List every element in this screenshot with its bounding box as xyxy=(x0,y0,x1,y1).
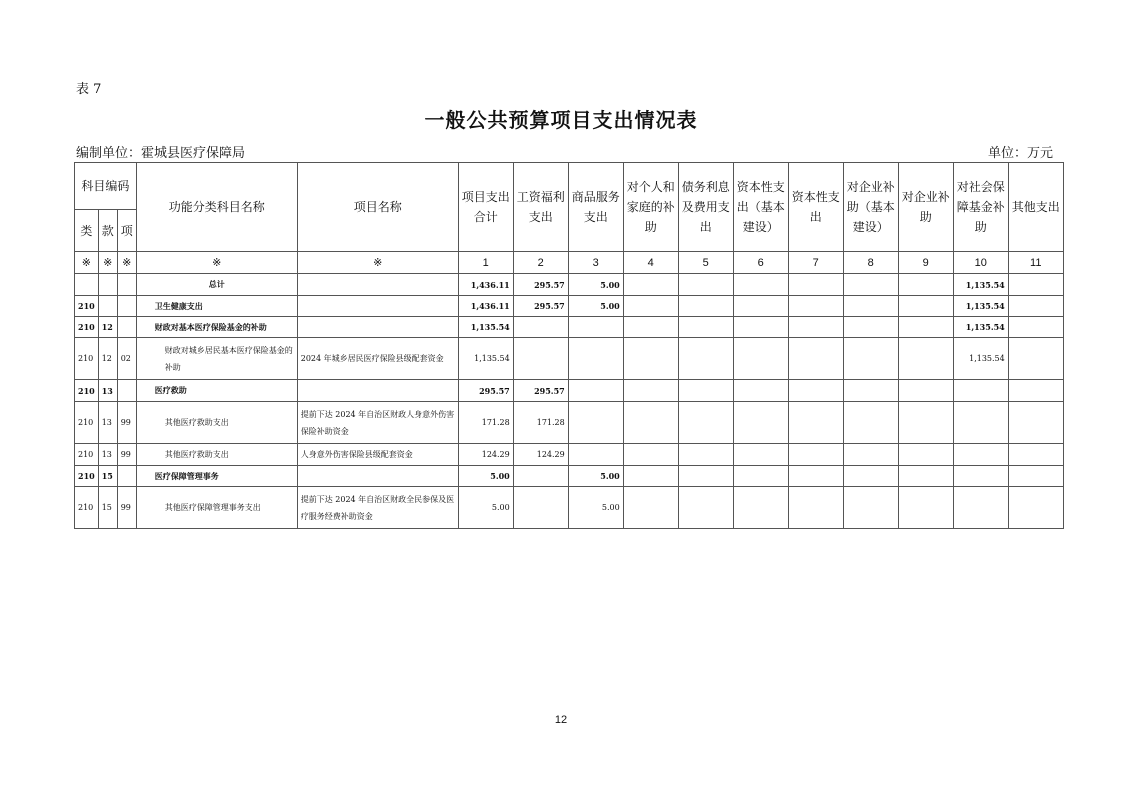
lei-header: 类 xyxy=(75,210,99,252)
value-cell xyxy=(843,296,898,317)
func-name-cell: 其他医疗救助支出 xyxy=(136,444,297,466)
value-cell: 5.00 xyxy=(458,487,513,529)
value-cell xyxy=(568,380,623,402)
value-cell xyxy=(678,444,733,466)
table-row xyxy=(75,402,1064,444)
kuan-cell: 12 xyxy=(98,338,117,380)
value-cell xyxy=(513,317,568,338)
col-header: 债务利息及费用支出 xyxy=(678,163,733,252)
project-cell: 提前下达 2024 年自治区财政全民参保及医疗服务经费补助资金 xyxy=(297,487,458,529)
func-name-cell: 卫生健康支出 xyxy=(136,296,297,317)
value-cell: 295.57 xyxy=(513,380,568,402)
table-row xyxy=(75,338,1064,380)
value-cell xyxy=(1008,466,1063,487)
project-cell xyxy=(297,274,458,296)
value-cell: 124.29 xyxy=(458,444,513,466)
xiang-header: 项 xyxy=(117,210,136,252)
value-cell xyxy=(623,380,678,402)
col-header: 工资福利支出 xyxy=(513,163,568,252)
lei-cell: 210 xyxy=(75,380,99,402)
table-row xyxy=(75,317,1064,338)
value-cell: 295.57 xyxy=(513,296,568,317)
index-num: 9 xyxy=(898,252,953,274)
kuan-cell: 13 xyxy=(98,402,117,444)
unit-row xyxy=(76,142,1053,161)
func-name-header: 功能分类科目名称 xyxy=(136,163,297,252)
value-cell xyxy=(1008,380,1063,402)
project-cell xyxy=(297,466,458,487)
value-cell xyxy=(513,466,568,487)
table-row xyxy=(75,380,1064,402)
project-cell xyxy=(297,296,458,317)
value-cell xyxy=(568,444,623,466)
value-cell: 1,135.54 xyxy=(458,317,513,338)
table-row xyxy=(75,487,1064,529)
value-cell xyxy=(733,466,788,487)
value-cell xyxy=(623,317,678,338)
col-header: 对个人和家庭的补助 xyxy=(623,163,678,252)
compiling-unit: 编制单位：霍城县医疗保障局 xyxy=(76,146,246,161)
value-cell: 1,135.54 xyxy=(953,317,1008,338)
value-cell xyxy=(788,338,843,380)
value-cell xyxy=(788,380,843,402)
xiang-cell xyxy=(117,274,136,296)
value-cell xyxy=(733,444,788,466)
value-cell: 5.00 xyxy=(568,274,623,296)
project-cell: 人身意外伤害保险县级配套资金 xyxy=(297,444,458,466)
value-cell xyxy=(898,402,953,444)
value-cell xyxy=(733,380,788,402)
value-cell xyxy=(788,444,843,466)
value-cell: 5.00 xyxy=(458,466,513,487)
value-cell xyxy=(623,444,678,466)
func-name-cell: 财政对基本医疗保险基金的补助 xyxy=(136,317,297,338)
lei-cell: 210 xyxy=(75,296,99,317)
value-cell xyxy=(1008,487,1063,529)
col-header: 资本性支出 xyxy=(788,163,843,252)
xiang-cell xyxy=(117,466,136,487)
value-cell xyxy=(678,317,733,338)
value-cell xyxy=(953,444,1008,466)
index-num: 2 xyxy=(513,252,568,274)
lei-cell: 210 xyxy=(75,466,99,487)
value-cell xyxy=(788,466,843,487)
value-cell xyxy=(953,487,1008,529)
value-cell xyxy=(898,444,953,466)
value-cell xyxy=(678,487,733,529)
code-group-header: 科目编码 xyxy=(75,163,137,210)
col-header: 对社会保障基金补助 xyxy=(953,163,1008,252)
value-cell: 5.00 xyxy=(568,296,623,317)
value-cell xyxy=(953,466,1008,487)
func-name-cell: 其他医疗救助支出 xyxy=(136,402,297,444)
value-cell: 1,135.54 xyxy=(953,296,1008,317)
value-cell: 1,436.11 xyxy=(458,274,513,296)
value-cell xyxy=(513,338,568,380)
value-cell xyxy=(568,317,623,338)
xiang-cell: 99 xyxy=(117,444,136,466)
value-cell xyxy=(898,380,953,402)
value-cell xyxy=(1008,338,1063,380)
value-cell xyxy=(1008,402,1063,444)
index-num: 11 xyxy=(1008,252,1063,274)
index-num: 1 xyxy=(458,252,513,274)
value-cell xyxy=(568,338,623,380)
value-cell xyxy=(953,380,1008,402)
index-num: 3 xyxy=(568,252,623,274)
value-cell: 1,135.54 xyxy=(953,338,1008,380)
table-row xyxy=(75,466,1064,487)
col-header: 项目支出合计 xyxy=(458,163,513,252)
value-cell xyxy=(953,402,1008,444)
value-cell xyxy=(623,402,678,444)
page-number: 12 xyxy=(554,714,568,726)
table-row xyxy=(75,274,1064,296)
index-num: 5 xyxy=(678,252,733,274)
project-cell xyxy=(297,317,458,338)
xiang-cell xyxy=(117,296,136,317)
kuan-cell: 13 xyxy=(98,380,117,402)
value-cell xyxy=(788,402,843,444)
lei-cell: 210 xyxy=(75,487,99,529)
index-mark: ※ xyxy=(297,252,458,274)
index-num: 7 xyxy=(788,252,843,274)
value-cell xyxy=(733,338,788,380)
value-cell xyxy=(843,317,898,338)
table-row xyxy=(75,296,1064,317)
index-row xyxy=(75,252,1064,274)
currency-unit: 单位：万元 xyxy=(987,146,1053,161)
value-cell xyxy=(568,402,623,444)
proj-name-header: 项目名称 xyxy=(297,163,458,252)
value-cell xyxy=(733,487,788,529)
value-cell xyxy=(788,274,843,296)
value-cell xyxy=(788,487,843,529)
value-cell xyxy=(513,487,568,529)
value-cell: 295.57 xyxy=(458,380,513,402)
value-cell xyxy=(1008,444,1063,466)
index-mark: ※ xyxy=(75,252,99,274)
value-cell xyxy=(623,274,678,296)
value-cell xyxy=(733,317,788,338)
value-cell: 1,436.11 xyxy=(458,296,513,317)
index-mark: ※ xyxy=(117,252,136,274)
value-cell xyxy=(678,380,733,402)
kuan-cell: 13 xyxy=(98,444,117,466)
value-cell xyxy=(623,466,678,487)
value-cell: 1,135.54 xyxy=(953,274,1008,296)
func-name-cell: 财政对城乡居民基本医疗保险基金的补助 xyxy=(136,338,297,380)
project-cell: 提前下达 2024 年自治区财政人身意外伤害保险补助资金 xyxy=(297,402,458,444)
header-row-1 xyxy=(75,163,1064,210)
value-cell xyxy=(788,296,843,317)
index-num: 4 xyxy=(623,252,678,274)
index-mark: ※ xyxy=(98,252,117,274)
value-cell xyxy=(788,317,843,338)
xiang-cell: 99 xyxy=(117,402,136,444)
func-name-cell: 总计 xyxy=(136,274,297,296)
lei-cell: 210 xyxy=(75,402,99,444)
col-header: 对企业补助（基本建设） xyxy=(843,163,898,252)
xiang-cell: 99 xyxy=(117,487,136,529)
value-cell xyxy=(843,487,898,529)
xiang-cell xyxy=(117,317,136,338)
value-cell xyxy=(843,402,898,444)
project-cell xyxy=(297,380,458,402)
lei-cell xyxy=(75,274,99,296)
kuan-header: 款 xyxy=(98,210,117,252)
index-mark: ※ xyxy=(136,252,297,274)
value-cell xyxy=(1008,274,1063,296)
value-cell xyxy=(898,317,953,338)
value-cell: 5.00 xyxy=(568,487,623,529)
table-row xyxy=(75,444,1064,466)
value-cell xyxy=(898,274,953,296)
value-cell xyxy=(623,338,678,380)
xiang-cell: 02 xyxy=(117,338,136,380)
kuan-cell: 15 xyxy=(98,466,117,487)
value-cell: 171.28 xyxy=(513,402,568,444)
page-title: 一般公共预算项目支出情况表 xyxy=(424,108,698,132)
func-name-cell: 医疗保障管理事务 xyxy=(136,466,297,487)
lei-cell: 210 xyxy=(75,317,99,338)
kuan-cell: 15 xyxy=(98,487,117,529)
value-cell xyxy=(898,466,953,487)
value-cell xyxy=(678,338,733,380)
value-cell xyxy=(843,466,898,487)
func-name-cell: 其他医疗保障管理事务支出 xyxy=(136,487,297,529)
value-cell: 1,135.54 xyxy=(458,338,513,380)
value-cell xyxy=(843,444,898,466)
value-cell xyxy=(843,274,898,296)
value-cell xyxy=(843,380,898,402)
value-cell xyxy=(733,274,788,296)
xiang-cell xyxy=(117,380,136,402)
budget-table xyxy=(74,162,1064,529)
value-cell xyxy=(898,487,953,529)
col-header: 商品服务支出 xyxy=(568,163,623,252)
value-cell: 171.28 xyxy=(458,402,513,444)
lei-cell: 210 xyxy=(75,338,99,380)
value-cell xyxy=(898,296,953,317)
index-num: 6 xyxy=(733,252,788,274)
col-header: 资本性支出（基本建设） xyxy=(733,163,788,252)
value-cell xyxy=(843,338,898,380)
table-number: 表 7 xyxy=(76,82,102,97)
value-cell: 295.57 xyxy=(513,274,568,296)
value-cell xyxy=(1008,317,1063,338)
value-cell xyxy=(733,402,788,444)
project-cell: 2024 年城乡居民医疗保险县级配套资金 xyxy=(297,338,458,380)
value-cell xyxy=(1008,296,1063,317)
lei-cell: 210 xyxy=(75,444,99,466)
value-cell xyxy=(898,338,953,380)
col-header: 对企业补助 xyxy=(898,163,953,252)
value-cell xyxy=(623,296,678,317)
index-num: 8 xyxy=(843,252,898,274)
value-cell: 124.29 xyxy=(513,444,568,466)
value-cell: 5.00 xyxy=(568,466,623,487)
index-num: 10 xyxy=(953,252,1008,274)
func-name-cell: 医疗救助 xyxy=(136,380,297,402)
value-cell xyxy=(678,402,733,444)
value-cell xyxy=(678,466,733,487)
value-cell xyxy=(678,274,733,296)
col-header: 其他支出 xyxy=(1008,163,1063,252)
kuan-cell xyxy=(98,296,117,317)
value-cell xyxy=(678,296,733,317)
value-cell xyxy=(623,487,678,529)
value-cell xyxy=(733,296,788,317)
kuan-cell: 12 xyxy=(98,317,117,338)
kuan-cell xyxy=(98,274,117,296)
